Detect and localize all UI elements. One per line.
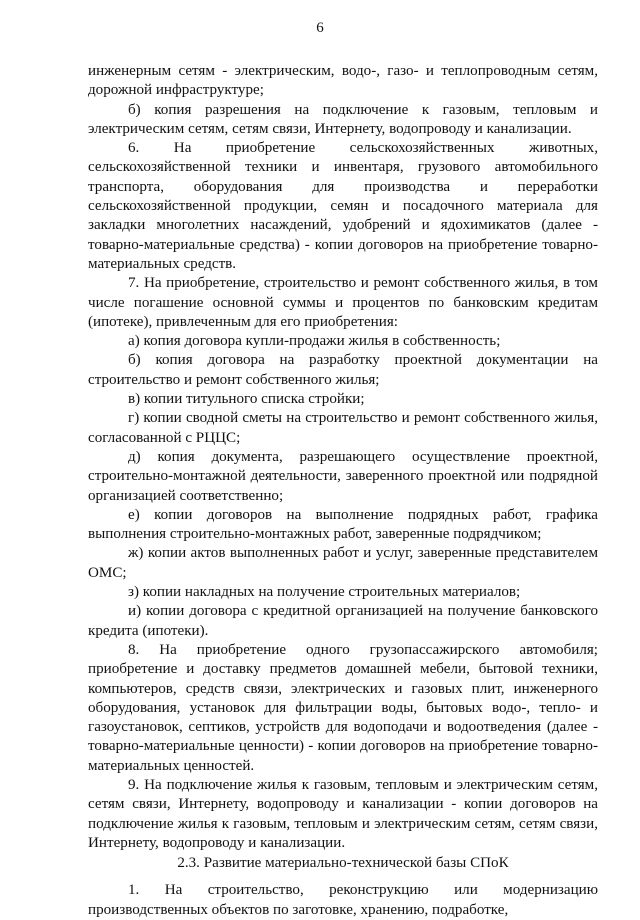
paragraph-item-7a: а) копия договора купли-продажи жилья в собственность; [128,333,501,350]
paragraph-item-8: 8. На приобретение одного грузопассажирского автомобиля; приобретение и доставку предметов домашней мебели, бытовой техники, компьютеров, средств связи, электрических и газовых плит, инженерного оборудования, установок для фильтрации воды, бытовых водо-, тепло- и газоустановок, септиков, устройств для водоподачи и водоотведения (далее - товарно-материальные ценности) - копии договоров на приобретение товарно-материальных ценностей. [88,641,598,774]
paragraph-section-2-3-item-1: 1. На строительство, реконструкцию или модернизацию производственных объектов по заготовке, хранению, подработке, [88,882,598,918]
paragraph-item-7zh: ж) копии актов выполненных работ и услуг, заверенные представителем ОМС; [88,545,598,581]
paragraph-item-7v: в) копии титульного списка стройки; [128,391,365,408]
paragraph-network-continuation: инженерным сетям - электрическим, водо-, газо- и теплопроводным сетям, дорожной инфраструктуре; [88,63,598,99]
paragraph-item-7g: г) копии сводной сметы на строительство и ремонт собственного жилья, согласованной с РЦЦС; [88,410,598,446]
paragraph-item-9: 9. На подключение жилья к газовым, тепловым и электрическим сетям, сетям связи, Интернету, водопроводу и канализации - копии договоров на подключение жилья к газовым, тепловым и электрическим сетям, сетям связи, Интернету, водопроводу и канализации. [88,776,598,851]
page-number: 6 [316,20,324,36]
paragraph-item-7e: е) копии договоров на выполнение подрядных работ, графика выполнения строительно-монтажных работ, заверенные подрядчиком; [88,506,598,543]
paragraph-item-7b: б) копия договора на разработку проектной документации на строительство и ремонт собственного жилья; [88,352,598,388]
paragraph-item-7i: и) копии договора с кредитной организацией на получение банковского кредита (ипотеки). [88,603,598,639]
paragraph-connection-permit: б) копия разрешения на подключение к газовым, тепловым и электрическим сетям, сетям связи, Интернету, водопроводу и канализации. [88,101,598,137]
paragraph-item-6: 6. На приобретение сельскохозяйственных животных, сельскохозяйственной техники и инвентаря, грузового автомобильного транспорта, оборудования для производства и переработки сельскохозяйственной продукции, семян и посадочного материала для закладки многолетних насаждений, удобрений и ядохимикатов (далее - товарно-материальные средства) - копии договоров на приобретение товарно-материальных средств. [88,140,598,272]
paragraph-item-7z: з) копии накладных на получение строительных материалов; [128,584,521,601]
paragraph-item-7d: д) копия документа, разрешающего осуществление проектной, строительно-монтажной деятельности, заверенного проектной или подрядной организацией соответственно; [88,448,598,504]
document-body [88,62,598,920]
section-heading-2-3: 2.3. Развитие материально-технической базы СПоК [177,855,509,872]
paragraph-item-7: 7. На приобретение, строительство и ремонт собственного жилья, в том числе погашение основной суммы и процентов по банковским кредитам (ипотеке), привлеченным для его приобретения: [88,275,598,330]
